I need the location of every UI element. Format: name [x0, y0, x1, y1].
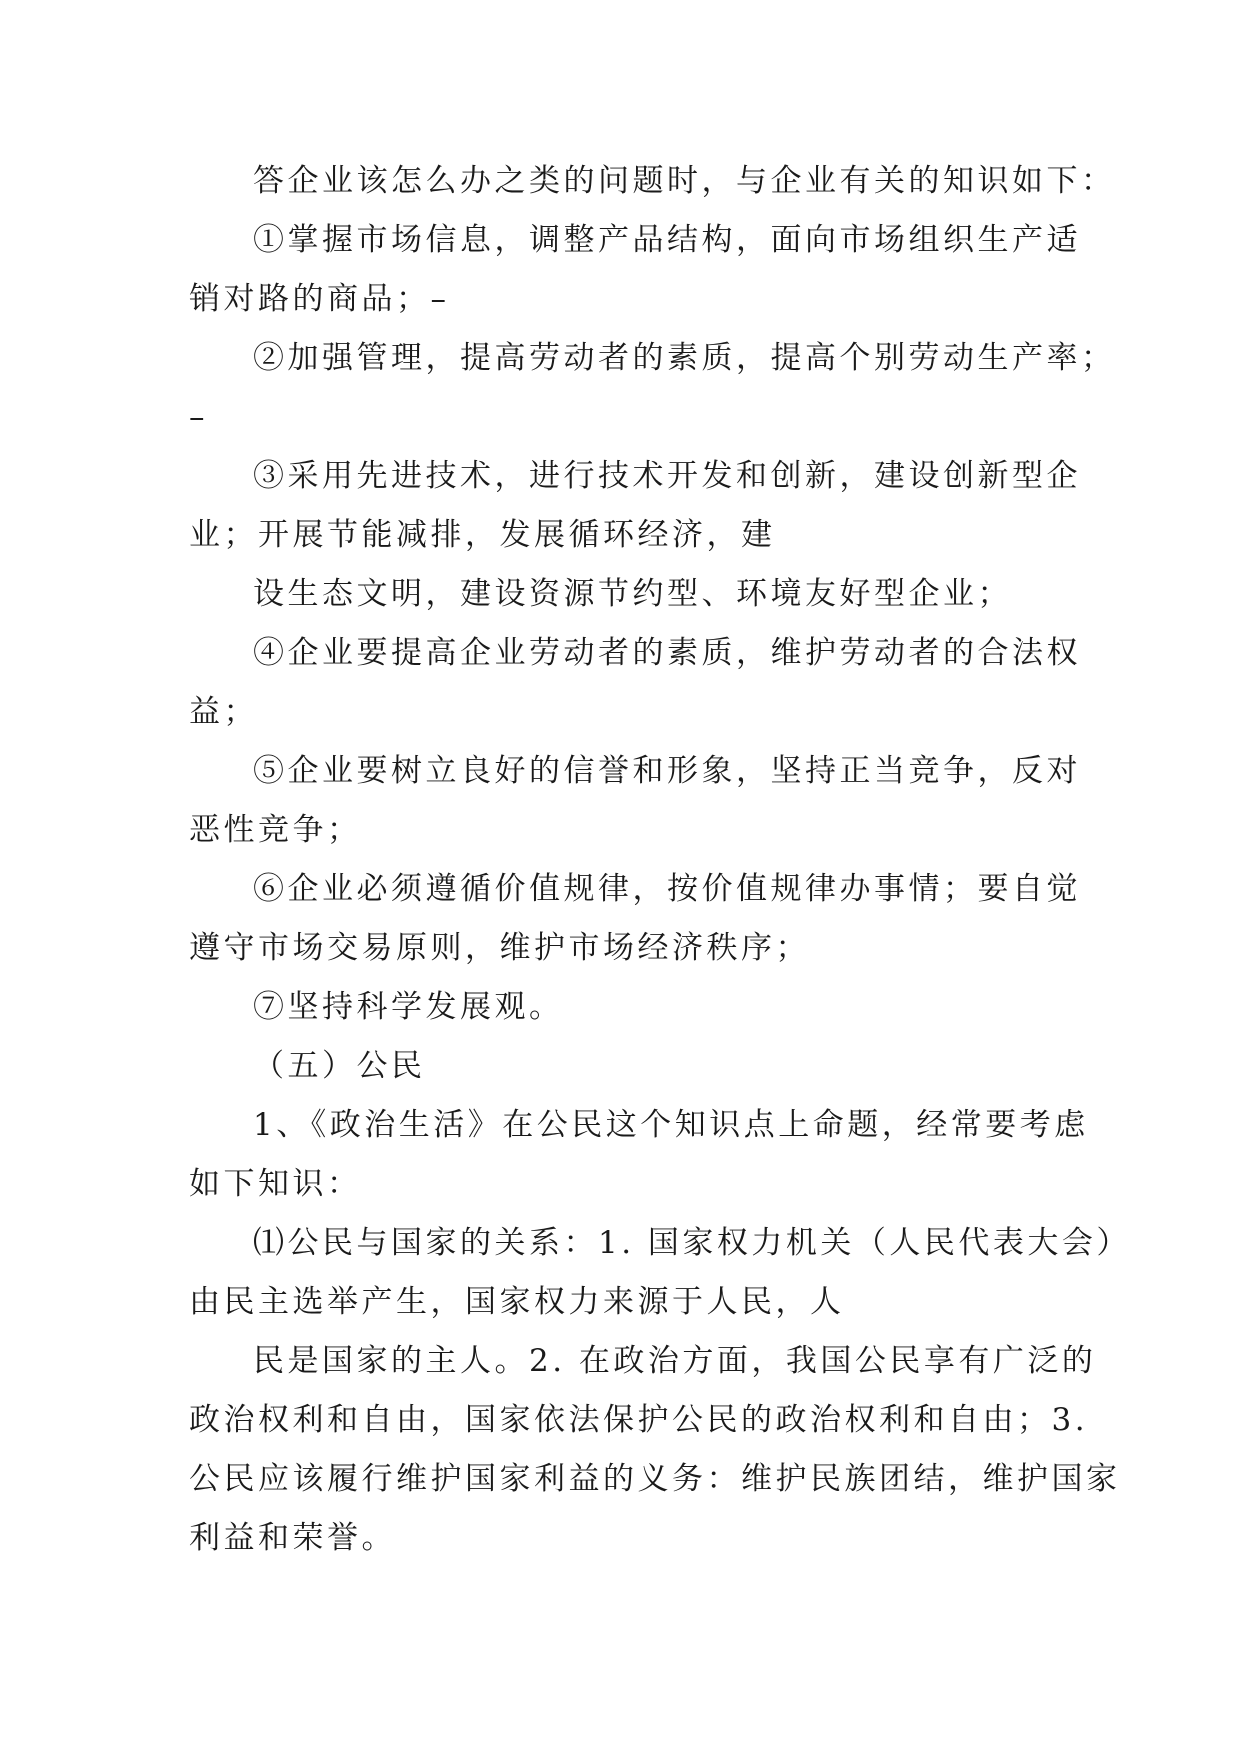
text-line: ⑤企业要树立良好的信誉和形象，坚持正当竞争，反对 — [253, 753, 1081, 789]
text-line: 益； — [189, 694, 258, 730]
text-line: ⑦坚持科学发展观。 — [253, 989, 564, 1025]
text-line: ②加强管理，提高劳动者的素质，提高个别劳动生产率； — [253, 340, 1116, 376]
text-line: 销对路的商品；– — [189, 281, 450, 317]
text-line: ⑥企业必须遵循价值规律，按价值规律办事情；要自觉 — [253, 871, 1081, 907]
text-line: ④企业要提高企业劳动者的素质，维护劳动者的合法权 — [253, 635, 1081, 671]
text-line: 遵守市场交易原则，维护市场经济秩序； — [189, 930, 810, 966]
text-line: 公民应该履行维护国家利益的义务：维护民族团结，维护国家 — [189, 1461, 1121, 1497]
text-line: 业；开展节能减排，发展循环经济，建 — [189, 517, 776, 553]
text-line: 利益和荣誉。 — [189, 1520, 396, 1556]
text-line: 由民主选举产生，国家权力来源于人民，人 — [189, 1284, 845, 1320]
text-line: 民是国家的主人。2. 在政治方面，我国公民享有广泛的 — [253, 1343, 1097, 1379]
text-line: ⑴公民与国家的关系：1. 国家权力机关（人民代表大会） — [253, 1225, 1131, 1261]
text-line: 设生态文明，建设资源节约型、环境友好型企业； — [253, 576, 1012, 612]
text-line: 政治权利和自由，国家依法保护公民的政治权利和自由；3. — [189, 1402, 1089, 1438]
text-line: 答企业该怎么办之类的问题时，与企业有关的知识如下： — [253, 163, 1116, 199]
text-line: – — [189, 399, 208, 435]
section-heading: （五）公民 — [253, 1048, 426, 1084]
text-line: ①掌握市场信息，调整产品结构，面向市场组织生产适 — [253, 222, 1081, 258]
text-line: ③采用先进技术，进行技术开发和创新，建设创新型企 — [253, 458, 1081, 494]
text-line: 1、《政治生活》在公民这个知识点上命题，经常要考虑 — [253, 1107, 1089, 1143]
text-line: 如下知识： — [189, 1166, 362, 1202]
body-text — [189, 152, 1131, 1568]
text-line: 恶性竞争； — [189, 812, 362, 848]
